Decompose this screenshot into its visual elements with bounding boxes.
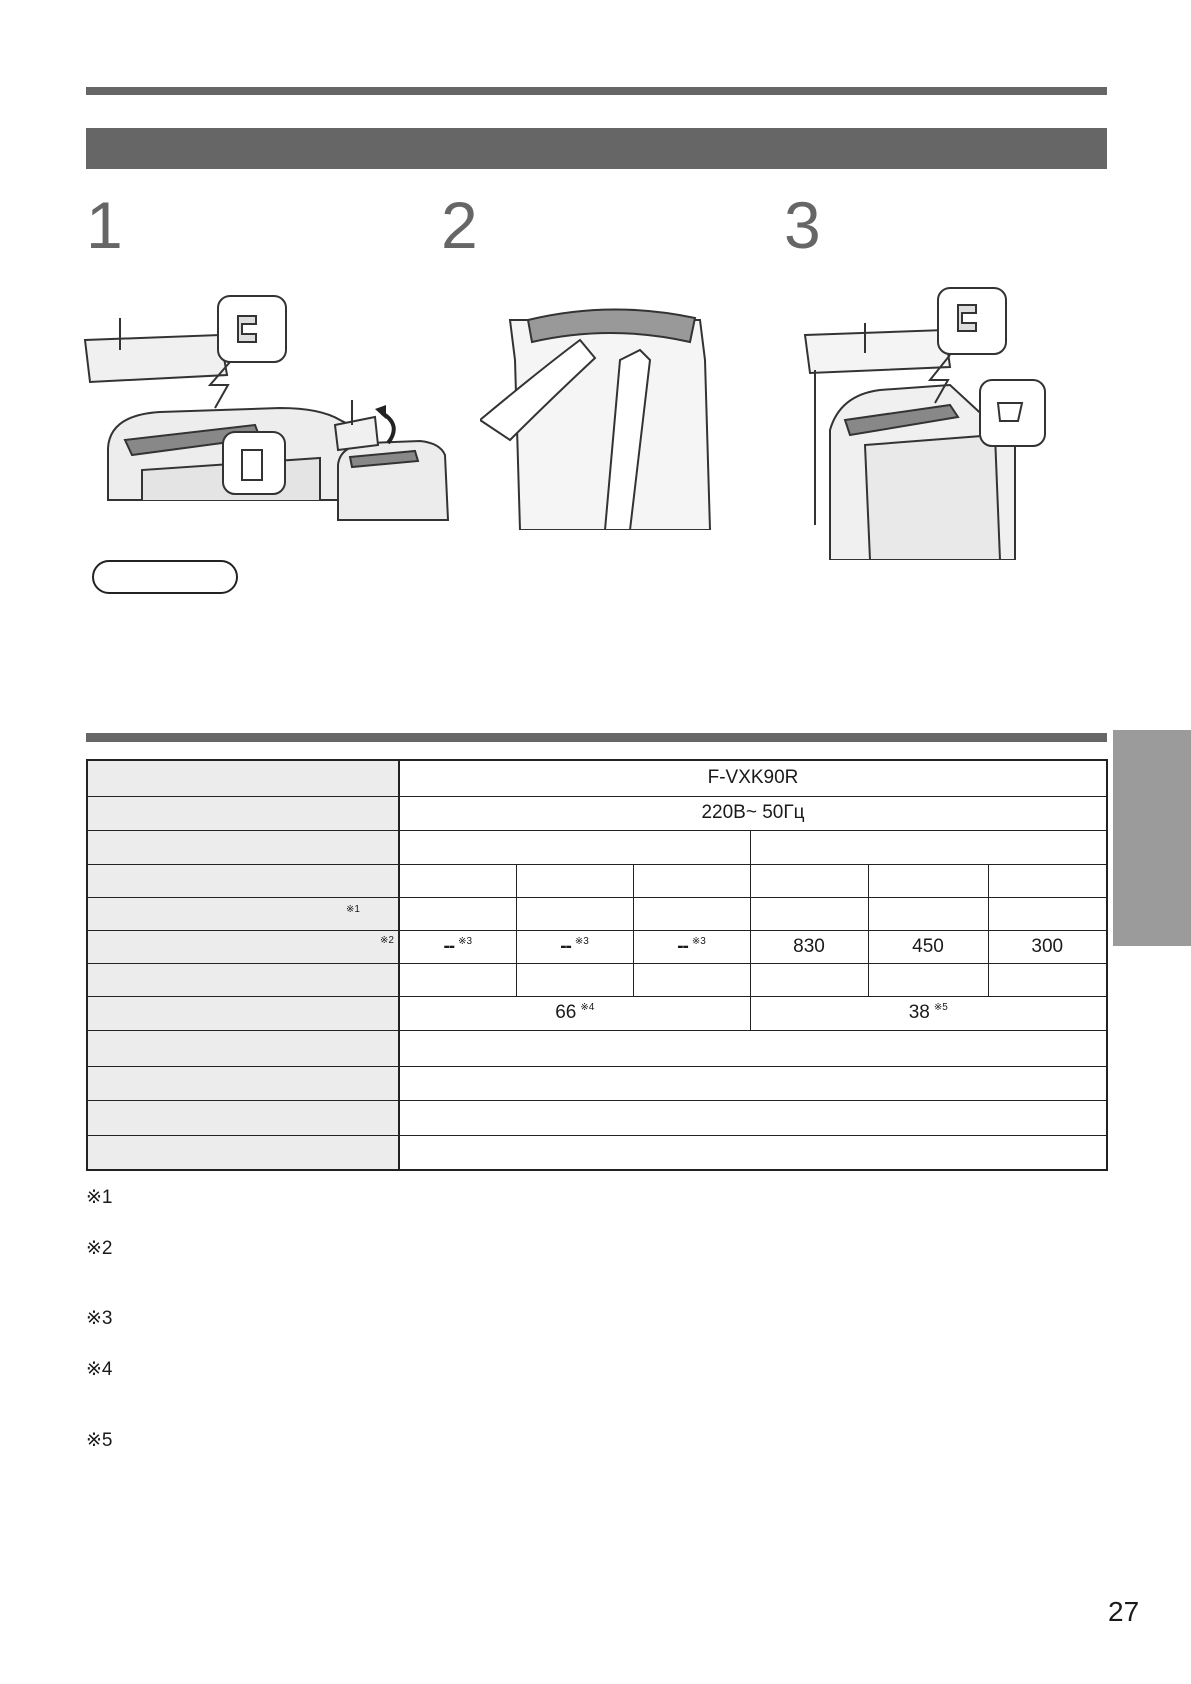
table-cell	[988, 864, 1107, 897]
row-label-cell	[87, 796, 399, 830]
table-row	[87, 963, 1107, 996]
page-number: 27	[1108, 1596, 1140, 1627]
table-row	[87, 760, 1107, 796]
table-cell	[516, 963, 633, 996]
table-row	[87, 1100, 1107, 1135]
specifications-rule	[86, 733, 1107, 742]
table-row	[87, 1066, 1107, 1100]
note-mark: ※3	[458, 935, 473, 947]
value-cell: 830	[750, 930, 868, 963]
table-cell	[399, 897, 516, 930]
value-cell: 450	[868, 930, 988, 963]
value-cell	[399, 996, 750, 1030]
step1b-illustration	[330, 395, 455, 525]
row-label-cell	[87, 897, 399, 930]
table-row	[87, 830, 1107, 864]
note-mark: ※3	[691, 935, 706, 947]
step-number: 3	[784, 188, 821, 262]
row-label-cell	[87, 1135, 399, 1170]
table-cell	[516, 897, 633, 930]
footnote-mark: ※3	[86, 1308, 113, 1329]
row-label-cell	[87, 1030, 399, 1066]
row-label-cell	[87, 963, 399, 996]
table-cell	[633, 864, 750, 897]
value-cell	[399, 930, 516, 963]
step-number: 2	[441, 188, 478, 262]
table-cell	[750, 963, 868, 996]
table-row	[87, 864, 1107, 897]
specifications-table	[86, 759, 1108, 1171]
row-label-cell	[87, 864, 399, 897]
value: --	[560, 935, 571, 957]
table-cell	[399, 864, 516, 897]
table-cell	[516, 864, 633, 897]
note-label-pill	[92, 560, 238, 594]
table-row	[87, 996, 1107, 1030]
table-row	[87, 897, 1107, 930]
table-cell	[750, 897, 868, 930]
table-cell	[750, 864, 868, 897]
value-cell	[633, 930, 750, 963]
table-row	[87, 796, 1107, 830]
note-mark: ※2	[380, 934, 394, 946]
table-cell	[633, 963, 750, 996]
table-row	[87, 930, 1107, 963]
step3-illustration	[800, 285, 1050, 560]
row-label-cell	[87, 996, 399, 1030]
mode-group-cell	[399, 830, 750, 864]
row-label-cell	[87, 930, 399, 963]
note-mark: ※3	[574, 935, 589, 947]
table-cell	[399, 1066, 1107, 1100]
value-cell	[750, 996, 1107, 1030]
row-label-cell	[87, 760, 399, 796]
mode-group-cell	[750, 830, 1107, 864]
table-row	[87, 1135, 1107, 1170]
footnote-mark: ※4	[86, 1359, 113, 1380]
power-cell: 220В~ 50Гц	[399, 796, 1107, 830]
value: --	[443, 935, 455, 957]
side-section-tab	[1113, 730, 1191, 946]
value: 38	[908, 1002, 930, 1023]
table-cell	[399, 963, 516, 996]
section-header-bar	[86, 128, 1107, 169]
footnote-mark: ※2	[86, 1238, 113, 1259]
table-cell	[868, 864, 988, 897]
model-cell: F-VXK90R	[399, 760, 1107, 796]
note-mark: ※1	[346, 903, 360, 915]
table-cell	[633, 897, 750, 930]
table-cell	[988, 963, 1107, 996]
row-label-cell	[87, 830, 399, 864]
table-cell	[399, 1030, 1107, 1066]
step2-illustration	[480, 300, 720, 530]
row-label-cell	[87, 1100, 399, 1135]
table-cell	[988, 897, 1107, 930]
step-number: 1	[86, 188, 123, 262]
table-cell	[868, 963, 988, 996]
table-cell	[868, 897, 988, 930]
note-mark: ※4	[580, 1002, 595, 1013]
table-cell	[399, 1135, 1107, 1170]
note-mark: ※5	[933, 1002, 948, 1013]
footnote-mark: ※1	[86, 1187, 113, 1208]
row-label-cell	[87, 1066, 399, 1100]
table-cell	[399, 1100, 1107, 1135]
value: --	[677, 935, 688, 957]
value-cell: 300	[988, 930, 1107, 963]
value-cell	[516, 930, 633, 963]
footnote-mark: ※5	[86, 1430, 113, 1451]
table-row	[87, 1030, 1107, 1066]
value: 66	[555, 1002, 577, 1023]
top-rule	[86, 87, 1107, 95]
